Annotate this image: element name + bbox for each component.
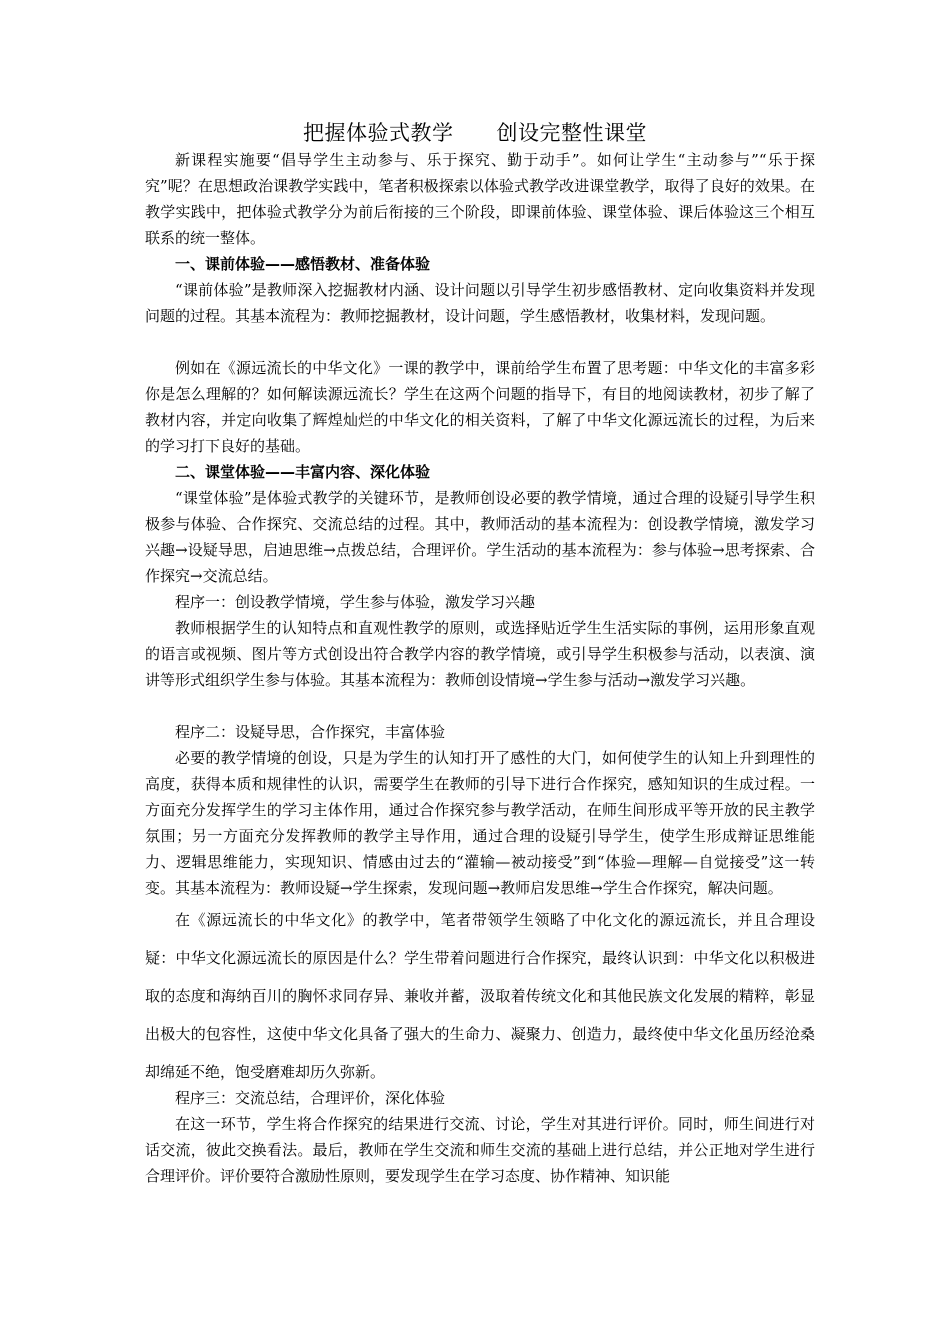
procedure-heading-3: 程序三：交流总结，合理评价，深化体验	[175, 1089, 446, 1107]
paragraph-pre-class-example: 例如在《源远流长的中华文化》一课的教学中，课前给学生布置了思考题：中华文化的丰富多彩你是怎么理解的？如何解读源远流长？学生在这两个问题的指导下，有目的地阅读教材，初步了解了教材内容，并定向收集了辉煌灿烂的中华文化的相关资料，了解了中华文化源远流长的过程，为后来的学习打下良好的基础。	[145, 359, 815, 455]
section-heading-2: 二、课堂体验——丰富内容、深化体验	[175, 463, 431, 481]
paragraph-intro: 新课程实施要“倡导学生主动参与、乐于探究、勤于动手”。如何让学生“主动参与”“乐于探究”呢？在思想政治课教学实践中，笔者积极探索以体验式教学改进课堂教学，取得了良好的效果。在教学实践中，把体验式教学分为前后衔接的三个阶段，即课前体验、课堂体验、课后体验这三个相互联系的统一整体。	[145, 151, 815, 247]
paragraph-in-class-definition: “课堂体验”是体验式教学的关键环节，是教师创设必要的教学情境，通过合理的设疑引导学生积极参与体验、合作探究、交流总结的过程。其中，教师活动的基本流程为：创设教学情境，激发学习兴趣→设疑导思，启迪思维→点拨总结，合理评价。学生活动的基本流程为：参与体验→思考探索、合作探究→交流总结。	[145, 489, 815, 585]
paragraph-procedure-3: 在这一环节，学生将合作探究的结果进行交流、讨论，学生对其进行评价。同时，师生间进行对话交流，彼此交换看法。最后，教师在学生交流和师生交流的基础上进行总结，并公正地对学生进行合理评价。评价要符合激励性原则，要发现学生在学习态度、协作精神、知识能	[145, 1115, 815, 1185]
paragraph-pre-class-definition: “课前体验”是教师深入挖掘教材内涵、设计问题以引导学生初步感悟教材、定向收集资料并发现问题的过程。其基本流程为：教师挖掘教材，设计问题，学生感悟教材，收集材料，发现问题。	[145, 281, 815, 325]
document-title: 把握体验式教学 创设完整性课堂	[303, 121, 647, 145]
procedure-heading-1: 程序一：创设教学情境，学生参与体验，激发学习兴趣	[175, 593, 536, 611]
paragraph-procedure-2: 必要的教学情境的创设，只是为学生的认知打开了感性的大门，如何使学生的认知上升到理性的高度，获得本质和规律性的认识，需要学生在教师的引导下进行合作探究，感知知识的生成过程。一方面充分发挥学生的学习主体作用，通过合作探究参与教学活动，在师生间形成平等开放的民主教学氛围；另一方面充分发挥教师的教学主导作用，通过合理的设疑引导学生，使学生形成辩证思维能力、逻辑思维能力，实现知识、情感由过去的“灌输—被动接受”到“体验—理解—自觉接受”这一转变。其基本流程为：教师设疑→学生探索，发现问题→教师启发思维→学生合作探究，解决问题。	[145, 749, 815, 897]
procedure-heading-2: 程序二：设疑导思，合作探究，丰富体验	[175, 723, 446, 741]
section-heading-1: 一、课前体验——感悟教材、准备体验	[175, 255, 431, 273]
paragraph-example-2: 在《源远流长的中华文化》的教学中，笔者带领学生领略了中化文化的源远流长，并且合理设疑：中华文化源远流长的原因是什么？学生带着问题进行合作探究，最终认识到：中华文化以积极进取的态度和海纳百川的胸怀求同存异、兼收并蓄，汲取着传统文化和其他民族文化发展的精粹，彰显出极大的包容性，这使中华文化具备了强大的生命力、凝聚力、创造力，最终使中华文化虽历经沧桑却绵延不绝，饱受磨难却历久弥新。	[145, 911, 815, 1081]
paragraph-procedure-1: 教师根据学生的认知特点和直观性教学的原则，或选择贴近学生生活实际的事例，运用形象直观的语言或视频、图片等方式创设出符合教学内容的教学情境，或引导学生积极参与活动，以表演、演讲等形式组织学生参与体验。其基本流程为：教师创设情境→学生参与活动→激发学习兴趣。	[145, 619, 815, 689]
